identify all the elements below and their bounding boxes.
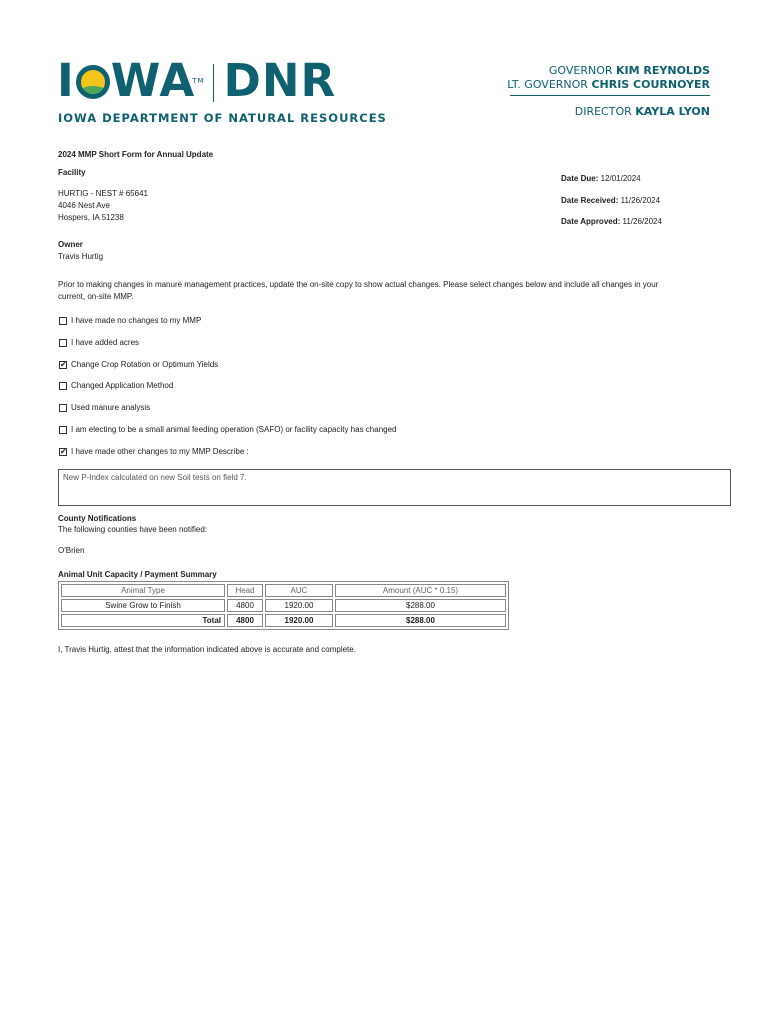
date-due-value: 12/01/2024	[600, 174, 641, 183]
logo-iowa-pre: I	[57, 54, 75, 107]
total-head: 4800	[227, 614, 263, 627]
director-line	[575, 105, 710, 118]
header-divider	[510, 95, 710, 96]
cell-animal-type: Swine Grow to Finish	[61, 599, 225, 612]
date-approved	[561, 216, 662, 228]
logo-wordmark	[57, 54, 337, 107]
date-due-label: Date Due:	[561, 174, 599, 183]
logo-separator	[213, 64, 214, 102]
facility-address1: 4046 Nest Ave	[58, 201, 110, 210]
logo-dnr: DNR	[223, 54, 337, 107]
cell-amount: $288.00	[335, 599, 506, 612]
governor-name: KIM REYNOLDS	[616, 64, 710, 77]
table-row	[61, 599, 506, 612]
date-approved-value: 11/26/2024	[622, 217, 662, 226]
summary-total-row	[61, 614, 506, 627]
checkbox-label: I am electing to be a small animal feeding operation (SAFO) or facility capacity has changed	[71, 425, 397, 434]
county-name: O'Brien	[58, 546, 85, 555]
unchecked-checkbox[interactable]	[59, 382, 67, 390]
unchecked-checkbox[interactable]	[59, 426, 67, 434]
form-title: 2024 MMP Short Form for Annual Update	[58, 150, 214, 159]
date-approved-label: Date Approved:	[561, 217, 621, 226]
logo-iowa-post: WA	[110, 54, 196, 107]
date-due	[561, 173, 641, 185]
lt-governor-title: LT. GOVERNOR	[507, 78, 588, 91]
total-label: Total	[61, 614, 225, 627]
facility-name: HURTIG - NEST # 65641	[58, 189, 148, 198]
iowa-dnr-logo	[57, 54, 387, 127]
summary-title: Animal Unit Capacity / Payment Summary	[58, 570, 217, 579]
unchecked-checkbox[interactable]	[59, 404, 67, 412]
total-amount: $288.00	[335, 614, 506, 627]
checkbox-label: Change Crop Rotation or Optimum Yields	[71, 360, 219, 369]
unchecked-checkbox[interactable]	[59, 317, 67, 325]
header-amount: Amount (AUC * 0.15)	[335, 584, 506, 597]
sun-icon	[76, 65, 110, 99]
owner-name: Travis Hurtig	[58, 252, 104, 261]
header-head: Head	[227, 584, 263, 597]
county-intro: The following counties have been notified:	[58, 525, 207, 534]
instructions-line2: current, on-site MMP.	[58, 292, 134, 301]
department-name: IOWA DEPARTMENT OF NATURAL RESOURCES	[58, 111, 387, 125]
checkbox-label: I have added acres	[71, 338, 140, 347]
summary-header-row	[61, 584, 506, 597]
checkbox-label: I have made no changes to my MMP	[71, 316, 202, 325]
county-notifications-label: County Notifications	[58, 514, 137, 523]
attestation: I, Travis Hurtig, attest that the information indicated above is accurate and complete.	[58, 645, 356, 654]
owner-label: Owner	[58, 240, 83, 249]
checkbox-label: Used manure analysis	[71, 403, 151, 412]
checkbox-label: I have made other changes to my MMP Describe :	[71, 447, 249, 456]
governor-title: GOVERNOR	[548, 64, 613, 77]
header-auc: AUC	[265, 584, 333, 597]
facility-address2: Hospers, IA 51238	[58, 213, 124, 222]
unchecked-checkbox[interactable]	[59, 339, 67, 347]
date-received-label: Date Received:	[561, 196, 619, 205]
lt-governor-name: CHRIS COURNOYER	[591, 78, 710, 91]
checkbox-label: Changed Application Method	[71, 381, 174, 390]
header-animal-type: Animal Type	[61, 584, 225, 597]
cell-auc: 1920.00	[265, 599, 333, 612]
checked-checkbox[interactable]: ✔	[60, 447, 67, 456]
summary-table	[58, 581, 509, 630]
director-title: DIRECTOR	[574, 105, 632, 118]
total-auc: 1920.00	[265, 614, 333, 627]
lt-governor-line	[507, 78, 710, 91]
facility-label: Facility	[58, 168, 86, 177]
other-changes-description[interactable]: New P-Index calculated on new Soil tests on field 7.	[58, 469, 731, 506]
cell-head: 4800	[227, 599, 263, 612]
date-received-value: 11/26/2024	[620, 196, 661, 205]
logo-tm: TM	[192, 77, 205, 85]
checked-checkbox[interactable]: ✔	[60, 360, 67, 369]
governor-line	[549, 64, 710, 77]
instructions-line1: Prior to making changes in manure management practices, update the on-site copy to show actual changes. Please select changes below and include all changes in your	[58, 280, 659, 289]
director-name: KAYLA LYON	[635, 105, 710, 118]
date-received	[561, 195, 660, 207]
